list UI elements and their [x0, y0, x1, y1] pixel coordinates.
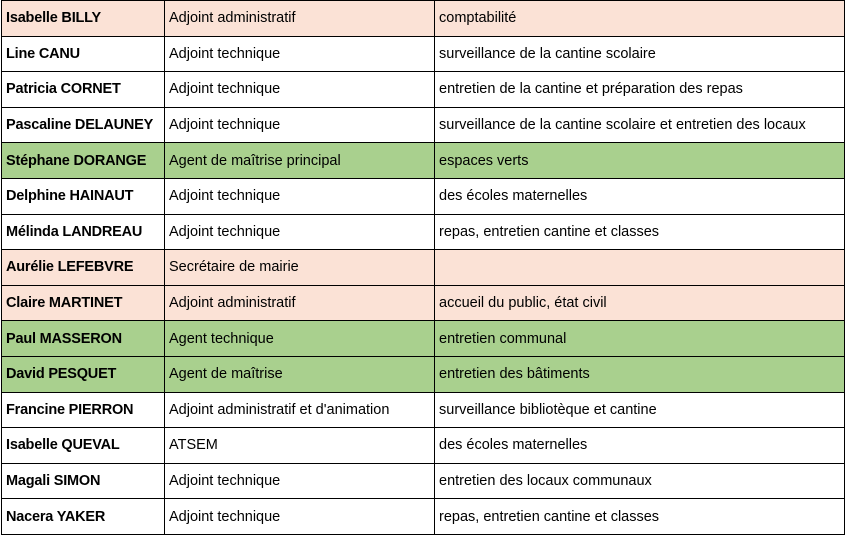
staff-grade: Adjoint technique: [165, 36, 435, 72]
staff-name: David PESQUET: [2, 356, 165, 392]
staff-grade: Adjoint administratif et d'animation: [165, 392, 435, 428]
table-row: [2, 36, 845, 72]
staff-grade: Adjoint administratif: [165, 285, 435, 321]
staff-grade: Adjoint technique: [165, 72, 435, 108]
staff-name: Nacera YAKER: [2, 499, 165, 535]
table-row: [2, 1, 845, 37]
table-row: [2, 178, 845, 214]
staff-grade: Agent de maîtrise: [165, 356, 435, 392]
staff-name: Paul MASSERON: [2, 321, 165, 357]
staff-mission: repas, entretien cantine et classes: [435, 214, 845, 250]
table-row: [2, 72, 845, 108]
staff-grade: Secrétaire de mairie: [165, 250, 435, 286]
staff-name: Isabelle BILLY: [2, 1, 165, 37]
staff-mission: surveillance de la cantine scolaire et entretien des locaux: [435, 107, 845, 143]
staff-name: Mélinda LANDREAU: [2, 214, 165, 250]
staff-table-body: [2, 1, 845, 535]
staff-grade: Agent technique: [165, 321, 435, 357]
staff-name: Stéphane DORANGE: [2, 143, 165, 179]
table-row: [2, 463, 845, 499]
staff-name: Delphine HAINAUT: [2, 178, 165, 214]
staff-mission: comptabilité: [435, 1, 845, 37]
staff-mission: entretien des locaux communaux: [435, 463, 845, 499]
staff-grade: Adjoint administratif: [165, 1, 435, 37]
staff-grade: Agent de maîtrise principal: [165, 143, 435, 179]
staff-grade: Adjoint technique: [165, 499, 435, 535]
staff-grade: Adjoint technique: [165, 107, 435, 143]
table-row: [2, 499, 845, 535]
table-row: [2, 107, 845, 143]
staff-grade: Adjoint technique: [165, 463, 435, 499]
staff-name: Patricia CORNET: [2, 72, 165, 108]
staff-mission: des écoles maternelles: [435, 178, 845, 214]
staff-name: Pascaline DELAUNEY: [2, 107, 165, 143]
staff-name: Isabelle QUEVAL: [2, 428, 165, 464]
table-row: [2, 356, 845, 392]
staff-name: Aurélie LEFEBVRE: [2, 250, 165, 286]
staff-mission: repas, entretien cantine et classes: [435, 499, 845, 535]
staff-mission: surveillance de la cantine scolaire: [435, 36, 845, 72]
table-row: [2, 214, 845, 250]
table-row: [2, 250, 845, 286]
staff-mission: entretien des bâtiments: [435, 356, 845, 392]
table-row: [2, 143, 845, 179]
table-row: [2, 392, 845, 428]
staff-mission: des écoles maternelles: [435, 428, 845, 464]
staff-name: Claire MARTINET: [2, 285, 165, 321]
staff-mission: espaces verts: [435, 143, 845, 179]
staff-grade: Adjoint technique: [165, 178, 435, 214]
table-row: [2, 285, 845, 321]
staff-mission: [435, 250, 845, 286]
staff-name: Magali SIMON: [2, 463, 165, 499]
table-row: [2, 428, 845, 464]
staff-table: [1, 0, 845, 535]
staff-name: Francine PIERRON: [2, 392, 165, 428]
staff-mission: accueil du public, état civil: [435, 285, 845, 321]
table-row: [2, 321, 845, 357]
staff-mission: surveillance bibliotèque et cantine: [435, 392, 845, 428]
staff-name: Line CANU: [2, 36, 165, 72]
staff-mission: entretien communal: [435, 321, 845, 357]
staff-mission: entretien de la cantine et préparation des repas: [435, 72, 845, 108]
staff-grade: ATSEM: [165, 428, 435, 464]
staff-grade: Adjoint technique: [165, 214, 435, 250]
